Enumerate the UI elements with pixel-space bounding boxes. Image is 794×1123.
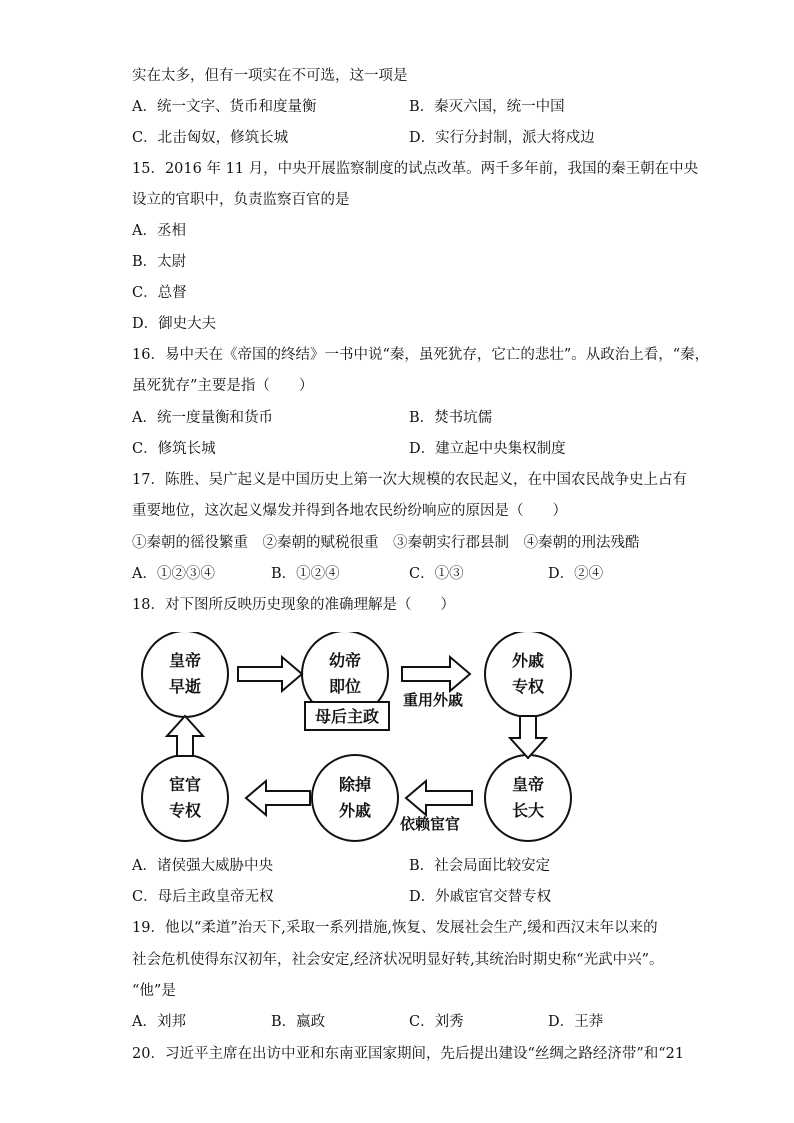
q20-stem-line1: 20．习近平主席在出访中亚和东南亚国家期间，先后提出建设“丝绸之路经济带”和“21 xyxy=(132,1046,685,1062)
q18-stem: 18．对下图所反映历史现象的准确理解是（ ） xyxy=(132,597,455,613)
q17-stem-line2: 重要地位，这次起义爆发并得到各地农民纷纷响应的原因是（ ） xyxy=(132,503,567,519)
node-text: 即位 xyxy=(328,677,362,696)
node-text: 专权 xyxy=(168,801,202,820)
q18-cycle-diagram xyxy=(130,632,580,842)
q19-stem-line2: 社会危机使得东汉初年，社会安定,经济状况明显好转,其统治时期史称“光武中兴”。 xyxy=(132,952,664,968)
q19-stem-line1: 19．他以“柔道”治天下,采取一系列措施,恢复、发展社会生产,缓和西汉末年以来的 xyxy=(132,920,658,936)
node-emperor-grows-up xyxy=(485,755,571,841)
node-consort-clan-power xyxy=(485,632,571,717)
q14-option-a: A．统一文字、货币和度量衡 xyxy=(132,99,317,115)
node-text: 专权 xyxy=(511,677,545,696)
q14-option-c: C．北击匈奴，修筑长城 xyxy=(132,130,289,146)
q18-option-b: B．社会局面比较安定 xyxy=(409,858,551,874)
node-text: 除掉 xyxy=(338,775,372,794)
node-eunuch-power xyxy=(142,755,228,841)
q17-option-a: A．①②③④ xyxy=(132,566,215,582)
q15-stem-line2: 设立的官职中，负责监察百官的是 xyxy=(132,192,350,208)
node-text: 外戚 xyxy=(511,651,545,670)
arrow-down-icon xyxy=(510,716,546,758)
edge-label-reuse-consort: 重用外戚 xyxy=(403,691,464,709)
node-text: 长大 xyxy=(511,801,545,820)
q16-stem-line1: 16．易中天在《帝国的终结》一书中说“秦，虽死犹存，它亡的悲壮”。从政治上看，“秦， xyxy=(132,347,710,363)
arrow-up-icon xyxy=(167,716,203,756)
node-text: 宦官 xyxy=(168,775,202,794)
q19-option-b: B．嬴政 xyxy=(271,1014,326,1030)
node-text: 幼帝 xyxy=(328,651,362,670)
edge-label-rely-eunuch: 依赖宦官 xyxy=(400,815,461,833)
q19-stem-line3: “他”是 xyxy=(132,983,176,999)
arrow-right-icon xyxy=(238,657,302,691)
q15-option-d: D．御史大夫 xyxy=(132,316,217,332)
q17-option-d: D．②④ xyxy=(548,566,604,582)
q15-option-a: A．丞相 xyxy=(132,223,186,239)
q18-option-d: D．外戚宦官交替专权 xyxy=(409,889,552,905)
node-text: 皇帝 xyxy=(511,775,545,794)
box-text: 母后主政 xyxy=(314,707,380,726)
q19-option-a: A．刘邦 xyxy=(132,1014,186,1030)
q16-stem-line2: 虽死犹存”主要是指（ ） xyxy=(132,378,314,394)
node-emperor-dies-young xyxy=(142,632,228,717)
q14-option-b: B．秦灭六国，统一中国 xyxy=(409,99,565,115)
box-empress-dowager xyxy=(305,702,389,730)
q15-option-b: B．太尉 xyxy=(132,254,187,270)
arrow-left-icon xyxy=(246,781,310,815)
arrow-right-icon xyxy=(402,657,470,691)
q17-option-c: C．①③ xyxy=(409,566,464,582)
q16-option-a: A．统一度量衡和货币 xyxy=(132,410,273,426)
q14-stem-tail: 实在太多，但有一项实在不可选，这一项是 xyxy=(132,68,408,84)
node-text: 早逝 xyxy=(168,677,202,696)
q17-items: ①秦朝的徭役繁重 ②秦朝的赋税很重 ③秦朝实行郡县制 ④秦朝的刑法残酷 xyxy=(132,535,640,551)
q18-option-c: C．母后主政皇帝无权 xyxy=(132,889,274,905)
node-text: 皇帝 xyxy=(168,651,202,670)
arrow-left-icon xyxy=(406,781,472,815)
q17-stem-line1: 17．陈胜、吴广起义是中国历史上第一次大规模的农民起义，在中国农民战争史上占有 xyxy=(132,472,687,488)
q15-stem-line1: 15．2016 年 11 月，中央开展监察制度的试点改革。两千多年前，我国的秦王朝在中央 xyxy=(132,161,699,177)
node-remove-consort-clan xyxy=(312,755,398,841)
q16-option-d: D．建立起中央集权制度 xyxy=(409,441,566,457)
q18-option-a: A．诸侯强大威胁中央 xyxy=(132,858,273,874)
q16-option-c: C．修筑长城 xyxy=(132,441,216,457)
q19-option-c: C．刘秀 xyxy=(409,1014,464,1030)
q19-option-d: D．王莽 xyxy=(548,1014,604,1030)
q14-option-d: D．实行分封制，派大将戍边 xyxy=(409,130,595,146)
node-text: 外戚 xyxy=(338,801,372,820)
q17-option-b: B．①②④ xyxy=(271,566,340,582)
q16-option-b: B．焚书坑儒 xyxy=(409,410,493,426)
q15-option-c: C．总督 xyxy=(132,285,187,301)
